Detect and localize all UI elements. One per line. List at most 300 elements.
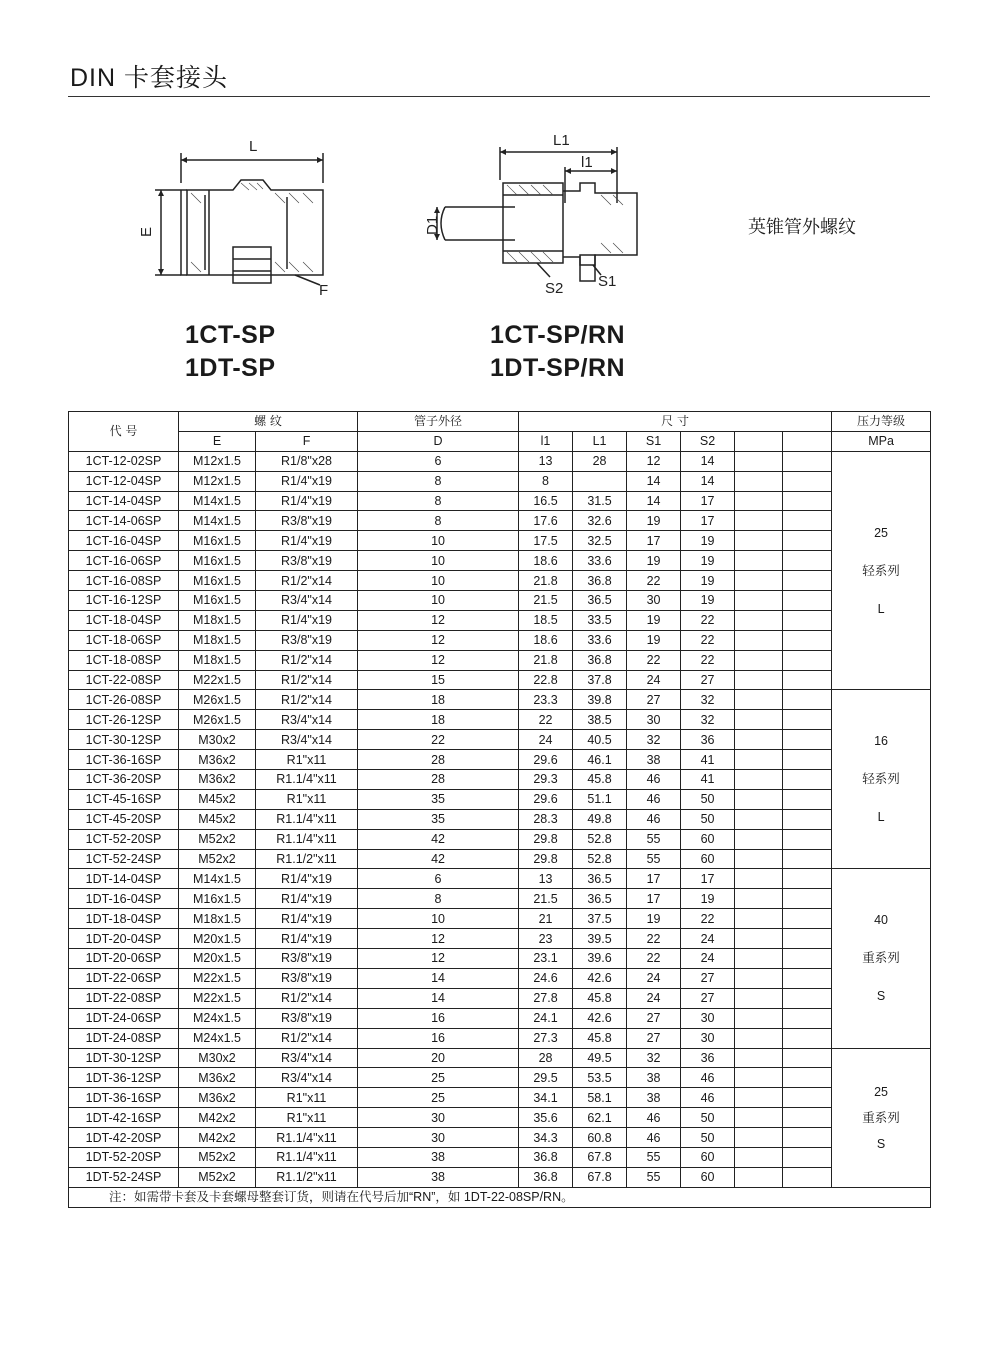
cell-thread-f: R3/8"x19 (256, 630, 358, 650)
cell-s2: 14 (681, 471, 735, 491)
cell-thread-f: R1/2"x14 (256, 690, 358, 710)
cell-blank-2 (783, 909, 832, 929)
cell-l1: 35.6 (519, 1108, 573, 1128)
cell-blank-1 (735, 1128, 783, 1148)
cell-blank-1 (735, 730, 783, 750)
cell-thread-f: R1"x11 (256, 750, 358, 770)
cell-s1: 46 (627, 1128, 681, 1148)
cell-blank-1 (735, 591, 783, 611)
cell-thread-e: M36x2 (179, 770, 256, 790)
cell-thread-f: R1/4"x19 (256, 610, 358, 630)
cell-s2: 41 (681, 770, 735, 790)
cell-s1: 19 (627, 511, 681, 531)
cell-s2: 22 (681, 630, 735, 650)
cell-big-l1: 53.5 (573, 1068, 627, 1088)
cell-l1: 17.5 (519, 531, 573, 551)
cell-big-l1: 67.8 (573, 1147, 627, 1167)
cell-thread-e: M45x2 (179, 789, 256, 809)
cell-s2: 46 (681, 1068, 735, 1088)
cell-tube-od: 25 (358, 1068, 519, 1088)
cell-blank-1 (735, 511, 783, 531)
cell-thread-e: M30x2 (179, 1048, 256, 1068)
table-row (69, 610, 931, 630)
cell-blank-1 (735, 1008, 783, 1028)
cell-tube-od: 14 (358, 988, 519, 1008)
table-row (69, 670, 931, 690)
cell-thread-e: M22x1.5 (179, 988, 256, 1008)
cell-s2: 50 (681, 789, 735, 809)
pressure-letter: S (876, 989, 886, 1004)
table-row (69, 789, 931, 809)
cell-s1: 32 (627, 730, 681, 750)
cell-l1: 18.5 (519, 610, 573, 630)
cell-thread-f: R1/4"x19 (256, 491, 358, 511)
table-row (69, 809, 931, 829)
cell-code: 1CT-26-12SP (69, 710, 179, 730)
cell-s2: 17 (681, 511, 735, 531)
cell-s1: 30 (627, 591, 681, 611)
col-header-big-l1: L1 (573, 431, 627, 451)
cell-big-l1: 52.8 (573, 849, 627, 869)
cell-blank-2 (783, 929, 832, 949)
cell-thread-f: R1/4"x19 (256, 869, 358, 889)
cell-thread-f: R1/4"x19 (256, 909, 358, 929)
pressure-letter: S (876, 1136, 886, 1151)
cell-thread-e: M18x1.5 (179, 630, 256, 650)
cell-s2: 41 (681, 750, 735, 770)
cell-thread-f: R3/4"x14 (256, 710, 358, 730)
cell-thread-e: M42x2 (179, 1128, 256, 1148)
cell-thread-e: M26x1.5 (179, 690, 256, 710)
table-row (69, 650, 931, 670)
cell-thread-e: M12x1.5 (179, 471, 256, 491)
cell-thread-e: M45x2 (179, 809, 256, 829)
cell-l1: 29.5 (519, 1068, 573, 1088)
cell-s2: 19 (681, 889, 735, 909)
cell-l1: 18.6 (519, 630, 573, 650)
cell-blank-2 (783, 730, 832, 750)
cell-blank-2 (783, 968, 832, 988)
cell-code: 1DT-52-20SP (69, 1147, 179, 1167)
cell-blank-2 (783, 889, 832, 909)
cell-tube-od: 8 (358, 889, 519, 909)
cell-l1: 23.1 (519, 949, 573, 969)
cell-big-l1: 40.5 (573, 730, 627, 750)
cell-big-l1: 42.6 (573, 968, 627, 988)
pressure-group (832, 869, 931, 1048)
table-row (69, 929, 931, 949)
cell-big-l1: 39.5 (573, 929, 627, 949)
cell-blank-1 (735, 690, 783, 710)
cell-s1: 38 (627, 750, 681, 770)
cell-s1: 22 (627, 571, 681, 591)
cell-blank-2 (783, 551, 832, 571)
cell-blank-1 (735, 770, 783, 790)
cell-thread-f: R1.1/4"x11 (256, 1128, 358, 1148)
cell-thread-f: R1.1/2"x11 (256, 1167, 358, 1187)
cell-thread-e: M18x1.5 (179, 610, 256, 630)
table-row (69, 531, 931, 551)
cell-s2: 24 (681, 929, 735, 949)
cell-s1: 24 (627, 988, 681, 1008)
cell-s1: 14 (627, 471, 681, 491)
cell-tube-od: 35 (358, 809, 519, 829)
cell-big-l1: 45.8 (573, 1028, 627, 1048)
model-1ct-sp: 1CT-SP (185, 321, 276, 349)
cell-thread-e: M36x2 (179, 750, 256, 770)
cell-blank-2 (783, 829, 832, 849)
cell-big-l1: 28 (573, 451, 627, 471)
cell-tube-od: 22 (358, 730, 519, 750)
cell-blank-2 (783, 511, 832, 531)
model-1dt-sp: 1DT-SP (185, 354, 276, 382)
cell-code: 1CT-14-04SP (69, 491, 179, 511)
cell-big-l1: 60.8 (573, 1128, 627, 1148)
cell-code: 1CT-18-04SP (69, 610, 179, 630)
cell-code: 1DT-22-08SP (69, 988, 179, 1008)
cell-big-l1: 58.1 (573, 1088, 627, 1108)
cell-tube-od: 6 (358, 451, 519, 471)
cell-thread-e: M16x1.5 (179, 531, 256, 551)
cell-code: 1CT-16-08SP (69, 571, 179, 591)
cell-blank-1 (735, 491, 783, 511)
cell-s1: 46 (627, 1108, 681, 1128)
pressure-series: 重系列 (862, 950, 900, 966)
cell-code: 1CT-18-06SP (69, 630, 179, 650)
cell-code: 1DT-36-16SP (69, 1088, 179, 1108)
cell-s1: 38 (627, 1068, 681, 1088)
cell-s1: 17 (627, 531, 681, 551)
cell-thread-e: M36x2 (179, 1088, 256, 1108)
cell-thread-e: M52x2 (179, 1167, 256, 1187)
table-row (69, 1068, 931, 1088)
cell-thread-e: M20x1.5 (179, 949, 256, 969)
cell-thread-f: R3/8"x19 (256, 968, 358, 988)
cell-thread-e: M52x2 (179, 849, 256, 869)
cell-thread-e: M24x1.5 (179, 1028, 256, 1048)
table-row (69, 770, 931, 790)
cell-blank-2 (783, 1028, 832, 1048)
cell-s1: 22 (627, 949, 681, 969)
table-row (69, 1028, 931, 1048)
cell-code: 1DT-30-12SP (69, 1048, 179, 1068)
table-row (69, 491, 931, 511)
cell-code: 1CT-22-08SP (69, 670, 179, 690)
cell-s1: 55 (627, 849, 681, 869)
cell-thread-e: M52x2 (179, 1147, 256, 1167)
cell-s2: 46 (681, 1088, 735, 1108)
cell-code: 1CT-30-12SP (69, 730, 179, 750)
cell-code: 1DT-42-16SP (69, 1108, 179, 1128)
cell-thread-e: M16x1.5 (179, 591, 256, 611)
cell-code: 1CT-18-08SP (69, 650, 179, 670)
cell-s1: 30 (627, 710, 681, 730)
cell-thread-f: R3/4"x14 (256, 1068, 358, 1088)
cell-big-l1: 32.6 (573, 511, 627, 531)
cell-s2: 27 (681, 988, 735, 1008)
table-row (69, 1008, 931, 1028)
pressure-mpa: 25 (874, 1084, 889, 1099)
cell-tube-od: 10 (358, 909, 519, 929)
cell-blank-1 (735, 451, 783, 471)
cell-blank-1 (735, 988, 783, 1008)
dim-label-l: L (249, 138, 258, 155)
cell-tube-od: 12 (358, 650, 519, 670)
cell-tube-od: 12 (358, 929, 519, 949)
cell-l1: 27.8 (519, 988, 573, 1008)
pressure-group (832, 451, 931, 690)
cell-blank-2 (783, 1108, 832, 1128)
cell-blank-2 (783, 770, 832, 790)
table-row (69, 710, 931, 730)
cell-tube-od: 18 (358, 710, 519, 730)
cell-code: 1CT-45-20SP (69, 809, 179, 829)
cell-blank-1 (735, 1167, 783, 1187)
table-row (69, 1147, 931, 1167)
cell-tube-od: 16 (358, 1028, 519, 1048)
dim-label-l1: L1 (553, 132, 570, 149)
cell-tube-od: 14 (358, 968, 519, 988)
pressure-mpa: 25 (874, 525, 889, 540)
cell-s2: 30 (681, 1008, 735, 1028)
col-header-pressure: 压力等级 (832, 412, 931, 432)
page-title: DIN 卡套接头 (70, 64, 229, 92)
cell-blank-1 (735, 869, 783, 889)
cell-blank-2 (783, 610, 832, 630)
table-row (69, 909, 931, 929)
cell-tube-od: 42 (358, 849, 519, 869)
cell-s1: 27 (627, 1008, 681, 1028)
cell-l1: 29.3 (519, 770, 573, 790)
cell-thread-e: M30x2 (179, 730, 256, 750)
cell-thread-e: M22x1.5 (179, 968, 256, 988)
cell-s1: 46 (627, 809, 681, 829)
cell-thread-f: R3/8"x19 (256, 1008, 358, 1028)
pressure-letter: L (877, 601, 885, 616)
cell-tube-od: 8 (358, 491, 519, 511)
cell-big-l1: 45.8 (573, 770, 627, 790)
cell-l1: 29.8 (519, 829, 573, 849)
cell-big-l1: 36.5 (573, 869, 627, 889)
cell-code: 1CT-12-04SP (69, 471, 179, 491)
cell-s2: 14 (681, 451, 735, 471)
cell-s1: 24 (627, 968, 681, 988)
cell-big-l1: 38.5 (573, 710, 627, 730)
cell-blank-1 (735, 789, 783, 809)
cell-big-l1: 36.8 (573, 650, 627, 670)
cell-blank-1 (735, 551, 783, 571)
cell-big-l1: 32.5 (573, 531, 627, 551)
cell-s1: 19 (627, 610, 681, 630)
cell-code: 1DT-24-08SP (69, 1028, 179, 1048)
cell-code: 1CT-52-20SP (69, 829, 179, 849)
model-label-left (185, 319, 276, 385)
table-row (69, 471, 931, 491)
cell-s2: 22 (681, 650, 735, 670)
cell-s2: 27 (681, 670, 735, 690)
cell-s1: 55 (627, 1147, 681, 1167)
cell-code: 1DT-20-06SP (69, 949, 179, 969)
cell-thread-e: M52x2 (179, 829, 256, 849)
cell-thread-f: R1"x11 (256, 789, 358, 809)
cell-blank-1 (735, 829, 783, 849)
table-row (69, 750, 931, 770)
cell-big-l1 (573, 471, 627, 491)
cell-tube-od: 30 (358, 1128, 519, 1148)
cell-big-l1: 62.1 (573, 1108, 627, 1128)
model-1ct-sp-rn: 1CT-SP/RN (490, 321, 626, 349)
cell-big-l1: 36.5 (573, 889, 627, 909)
cell-blank-1 (735, 1088, 783, 1108)
cell-blank-2 (783, 630, 832, 650)
cell-thread-f: R1.1/4"x11 (256, 770, 358, 790)
table-row (69, 451, 931, 471)
fitting-drawing-sp-rn (415, 125, 655, 305)
pressure-mpa: 40 (874, 913, 889, 928)
table-row (69, 730, 931, 750)
cell-l1: 28.3 (519, 809, 573, 829)
cell-s2: 60 (681, 829, 735, 849)
title-divider (68, 96, 930, 97)
cell-thread-f: R1.1/4"x11 (256, 1147, 358, 1167)
cell-thread-f: R3/4"x14 (256, 591, 358, 611)
cell-s1: 38 (627, 1088, 681, 1108)
cell-l1: 23.3 (519, 690, 573, 710)
cell-blank-1 (735, 1068, 783, 1088)
cell-s2: 19 (681, 531, 735, 551)
cell-code: 1DT-52-24SP (69, 1167, 179, 1187)
cell-l1: 36.8 (519, 1147, 573, 1167)
cell-blank-1 (735, 889, 783, 909)
table-footnote: 注：如需带卡套及卡套螺母整套订货，则请在代号后加“RN”，如 1DT-22-08SP/RN。 (69, 1187, 931, 1207)
cell-s2: 32 (681, 690, 735, 710)
cell-s1: 19 (627, 909, 681, 929)
cell-s1: 27 (627, 1028, 681, 1048)
cell-big-l1: 33.6 (573, 551, 627, 571)
cell-blank-2 (783, 571, 832, 591)
table-row (69, 988, 931, 1008)
table-row (69, 968, 931, 988)
col-header-tube-od: 管子外径 (358, 412, 519, 432)
cell-tube-od: 15 (358, 670, 519, 690)
cell-blank-1 (735, 968, 783, 988)
cell-tube-od: 25 (358, 1088, 519, 1108)
cell-s2: 30 (681, 1028, 735, 1048)
cell-s2: 32 (681, 710, 735, 730)
cell-tube-od: 35 (358, 789, 519, 809)
cell-big-l1: 33.6 (573, 630, 627, 650)
table-row (69, 690, 931, 710)
cell-blank-1 (735, 1108, 783, 1128)
col-header-s1: S1 (627, 431, 681, 451)
cell-s2: 60 (681, 1167, 735, 1187)
cell-s2: 60 (681, 849, 735, 869)
cell-s2: 36 (681, 1048, 735, 1068)
table-row (69, 1108, 931, 1128)
cell-blank-1 (735, 949, 783, 969)
cell-code: 1DT-42-20SP (69, 1128, 179, 1148)
cell-code: 1DT-20-04SP (69, 929, 179, 949)
cell-l1: 21.5 (519, 591, 573, 611)
cell-tube-od: 38 (358, 1147, 519, 1167)
cell-blank-1 (735, 1147, 783, 1167)
cell-blank-2 (783, 869, 832, 889)
table-row (69, 949, 931, 969)
cell-blank-1 (735, 471, 783, 491)
cell-thread-f: R1/2"x14 (256, 670, 358, 690)
cell-code: 1CT-45-16SP (69, 789, 179, 809)
cell-thread-e: M42x2 (179, 1108, 256, 1128)
cell-blank-2 (783, 789, 832, 809)
cell-l1: 16.5 (519, 491, 573, 511)
table-row (69, 511, 931, 531)
cell-big-l1: 46.1 (573, 750, 627, 770)
cell-l1: 18.6 (519, 551, 573, 571)
col-header-d: D (358, 431, 519, 451)
cell-s1: 55 (627, 1167, 681, 1187)
cell-blank-1 (735, 1028, 783, 1048)
pressure-series: 重系列 (862, 1109, 900, 1125)
cell-tube-od: 42 (358, 829, 519, 849)
cell-blank-1 (735, 670, 783, 690)
cell-blank-2 (783, 710, 832, 730)
cell-tube-od: 16 (358, 1008, 519, 1028)
cell-s2: 50 (681, 1128, 735, 1148)
cell-s1: 27 (627, 690, 681, 710)
cell-thread-f: R1/2"x14 (256, 988, 358, 1008)
col-header-e: E (179, 431, 256, 451)
cell-code: 1DT-36-12SP (69, 1068, 179, 1088)
cell-thread-f: R1/4"x19 (256, 889, 358, 909)
cell-thread-e: M22x1.5 (179, 670, 256, 690)
cell-l1: 24.6 (519, 968, 573, 988)
cell-thread-e: M16x1.5 (179, 889, 256, 909)
cell-thread-f: R3/4"x14 (256, 730, 358, 750)
cell-code: 1CT-16-04SP (69, 531, 179, 551)
cell-thread-f: R1"x11 (256, 1088, 358, 1108)
cell-tube-od: 8 (358, 511, 519, 531)
spec-table (68, 411, 931, 1208)
cell-blank-2 (783, 809, 832, 829)
cell-blank-1 (735, 531, 783, 551)
cell-thread-f: R1/2"x14 (256, 1028, 358, 1048)
pressure-group (832, 690, 931, 869)
cell-blank-2 (783, 849, 832, 869)
cell-blank-2 (783, 690, 832, 710)
cell-blank-2 (783, 1048, 832, 1068)
cell-tube-od: 12 (358, 630, 519, 650)
cell-s1: 46 (627, 789, 681, 809)
cell-code: 1CT-14-06SP (69, 511, 179, 531)
cell-l1: 34.1 (519, 1088, 573, 1108)
cell-l1: 21.5 (519, 889, 573, 909)
cell-thread-e: M14x1.5 (179, 869, 256, 889)
table-row (69, 1128, 931, 1148)
cell-tube-od: 8 (358, 471, 519, 491)
cell-blank-1 (735, 929, 783, 949)
cell-tube-od: 6 (358, 869, 519, 889)
table-row (69, 1048, 931, 1068)
cell-s2: 50 (681, 1108, 735, 1128)
table-row (69, 869, 931, 889)
cell-l1: 24 (519, 730, 573, 750)
cell-thread-e: M36x2 (179, 1068, 256, 1088)
dim-label-f: F (319, 282, 329, 299)
dim-label-d1: D1 (424, 215, 441, 235)
cell-code: 1CT-36-20SP (69, 770, 179, 790)
cell-thread-f: R1.1/4"x11 (256, 809, 358, 829)
cell-thread-f: R1.1/2"x11 (256, 849, 358, 869)
